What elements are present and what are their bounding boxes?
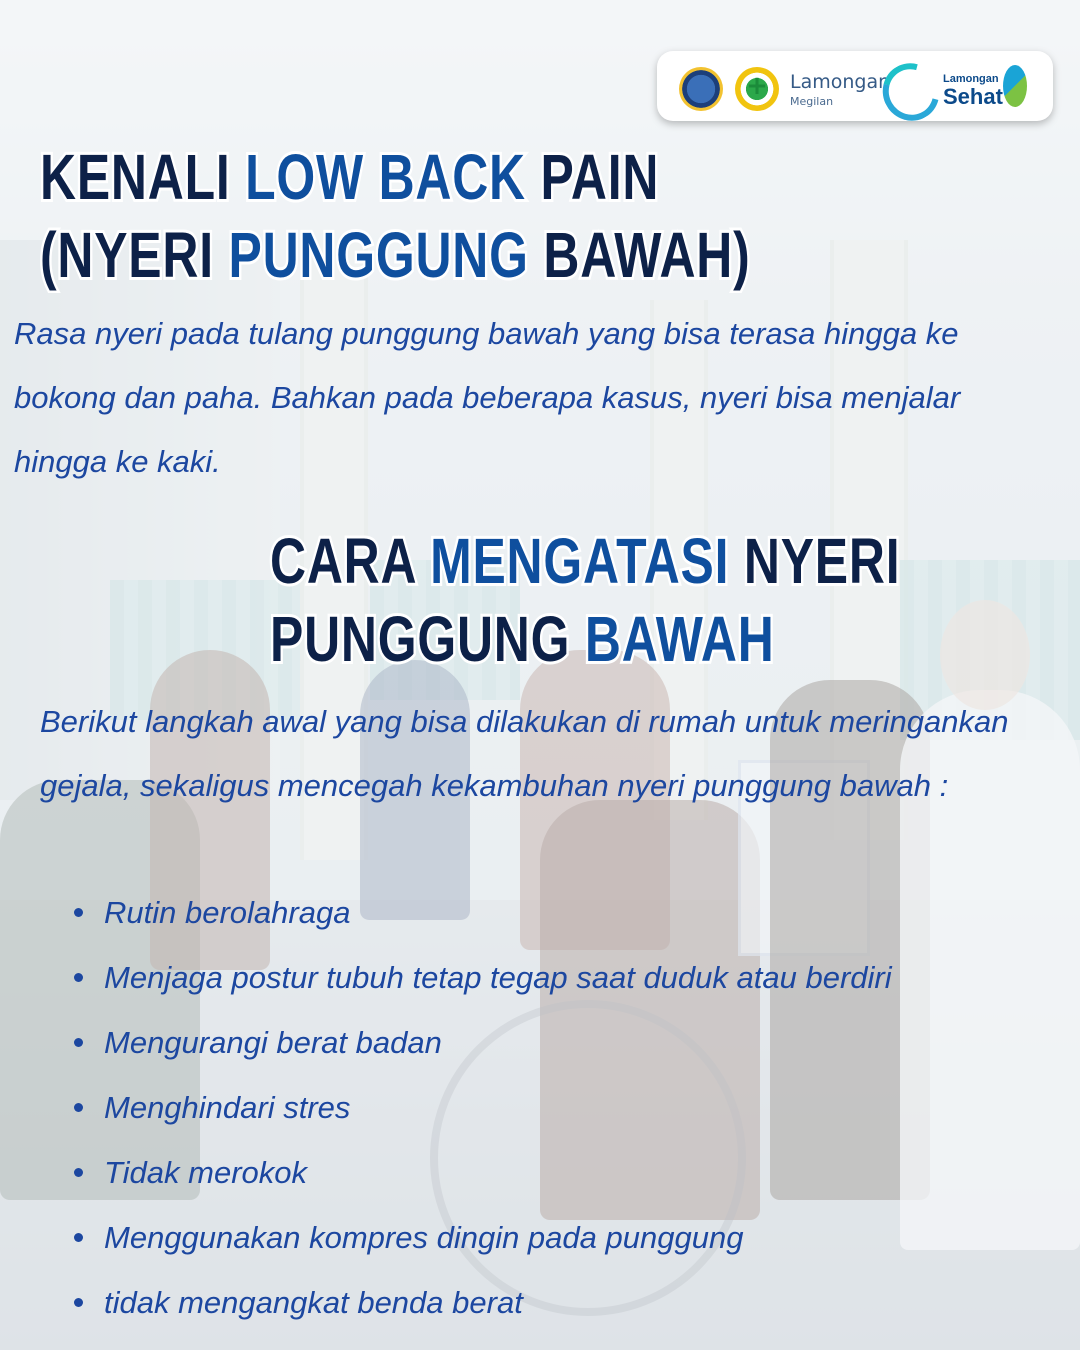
list-item xyxy=(74,880,892,945)
heading-word: BAWAH) xyxy=(528,219,751,291)
bullet-icon xyxy=(74,1103,83,1112)
tip-text: tidak mengangkat benda berat xyxy=(104,1285,523,1320)
heading-word-accent: MENGATASI xyxy=(430,525,730,597)
heading-word-accent: LOW BACK xyxy=(245,141,526,213)
tip-text: Rutin berolahraga xyxy=(104,895,351,930)
tip-text: Menghindari stres xyxy=(104,1090,351,1125)
tip-text: Tidak merokok xyxy=(104,1155,308,1190)
tip-text: Mengurangi berat badan xyxy=(104,1025,442,1060)
list-item xyxy=(74,1205,892,1270)
lamongan-sehat-main-text: Sehat xyxy=(943,84,1003,109)
heading-word: (NYERI xyxy=(40,219,229,291)
list-item xyxy=(74,1010,892,1075)
heading-word-accent: PUNGGUNG xyxy=(228,219,529,291)
heading-line xyxy=(40,216,751,294)
lamongan-logo-text: Lamongan xyxy=(790,71,891,93)
list-item xyxy=(74,945,892,1010)
tip-text: Menggunakan kompres dingin pada punggung xyxy=(104,1220,744,1255)
bullet-icon xyxy=(74,1233,83,1242)
heading-line xyxy=(40,138,751,216)
lamongan-sehat-leaf-icon xyxy=(1003,65,1027,107)
hospital-logo xyxy=(735,67,779,111)
heading-word: NYERI xyxy=(729,525,901,597)
heading-line xyxy=(270,600,900,678)
list-item xyxy=(74,1140,892,1205)
tips-list xyxy=(74,880,892,1335)
list-item xyxy=(74,1270,892,1335)
megilan-logo-text: Megilan xyxy=(790,95,834,108)
lamongan-sehat-top-text: Lamongan xyxy=(943,73,999,85)
lamongan-megilan-wave-icon xyxy=(872,53,949,131)
steps-intro-paragraph: Berikut langkah awal yang bisa dilakukan di rumah untuk meringankan gejala, sekaligus mencegah kekambuhan nyeri punggung bawah : xyxy=(40,704,1009,803)
heading-word: PAIN xyxy=(525,141,660,213)
bullet-icon xyxy=(74,1298,83,1307)
tip-text: Menjaga postur tubuh tetap tegap saat duduk atau berdiri xyxy=(104,960,892,995)
section-heading xyxy=(270,522,900,678)
heading-line xyxy=(270,522,900,600)
bullet-icon xyxy=(74,1038,83,1047)
heading-word: PUNGGUNG xyxy=(270,603,585,675)
intro-paragraph: Rasa nyeri pada tulang punggung bawah yang bisa terasa hingga ke bokong dan paha. Bahkan pada beberapa kasus, nyeri bisa menjalar hingga ke kaki. xyxy=(14,316,961,479)
partner-logos xyxy=(657,51,1053,121)
bullet-icon xyxy=(74,973,83,982)
heading-word-accent: BAWAH xyxy=(584,603,775,675)
main-heading xyxy=(40,138,751,294)
regency-seal-logo xyxy=(679,67,723,111)
bullet-icon xyxy=(74,908,83,917)
heading-word: KENALI xyxy=(40,141,246,213)
heading-word: CARA xyxy=(270,525,431,597)
bullet-icon xyxy=(74,1168,83,1177)
list-item xyxy=(74,1075,892,1140)
